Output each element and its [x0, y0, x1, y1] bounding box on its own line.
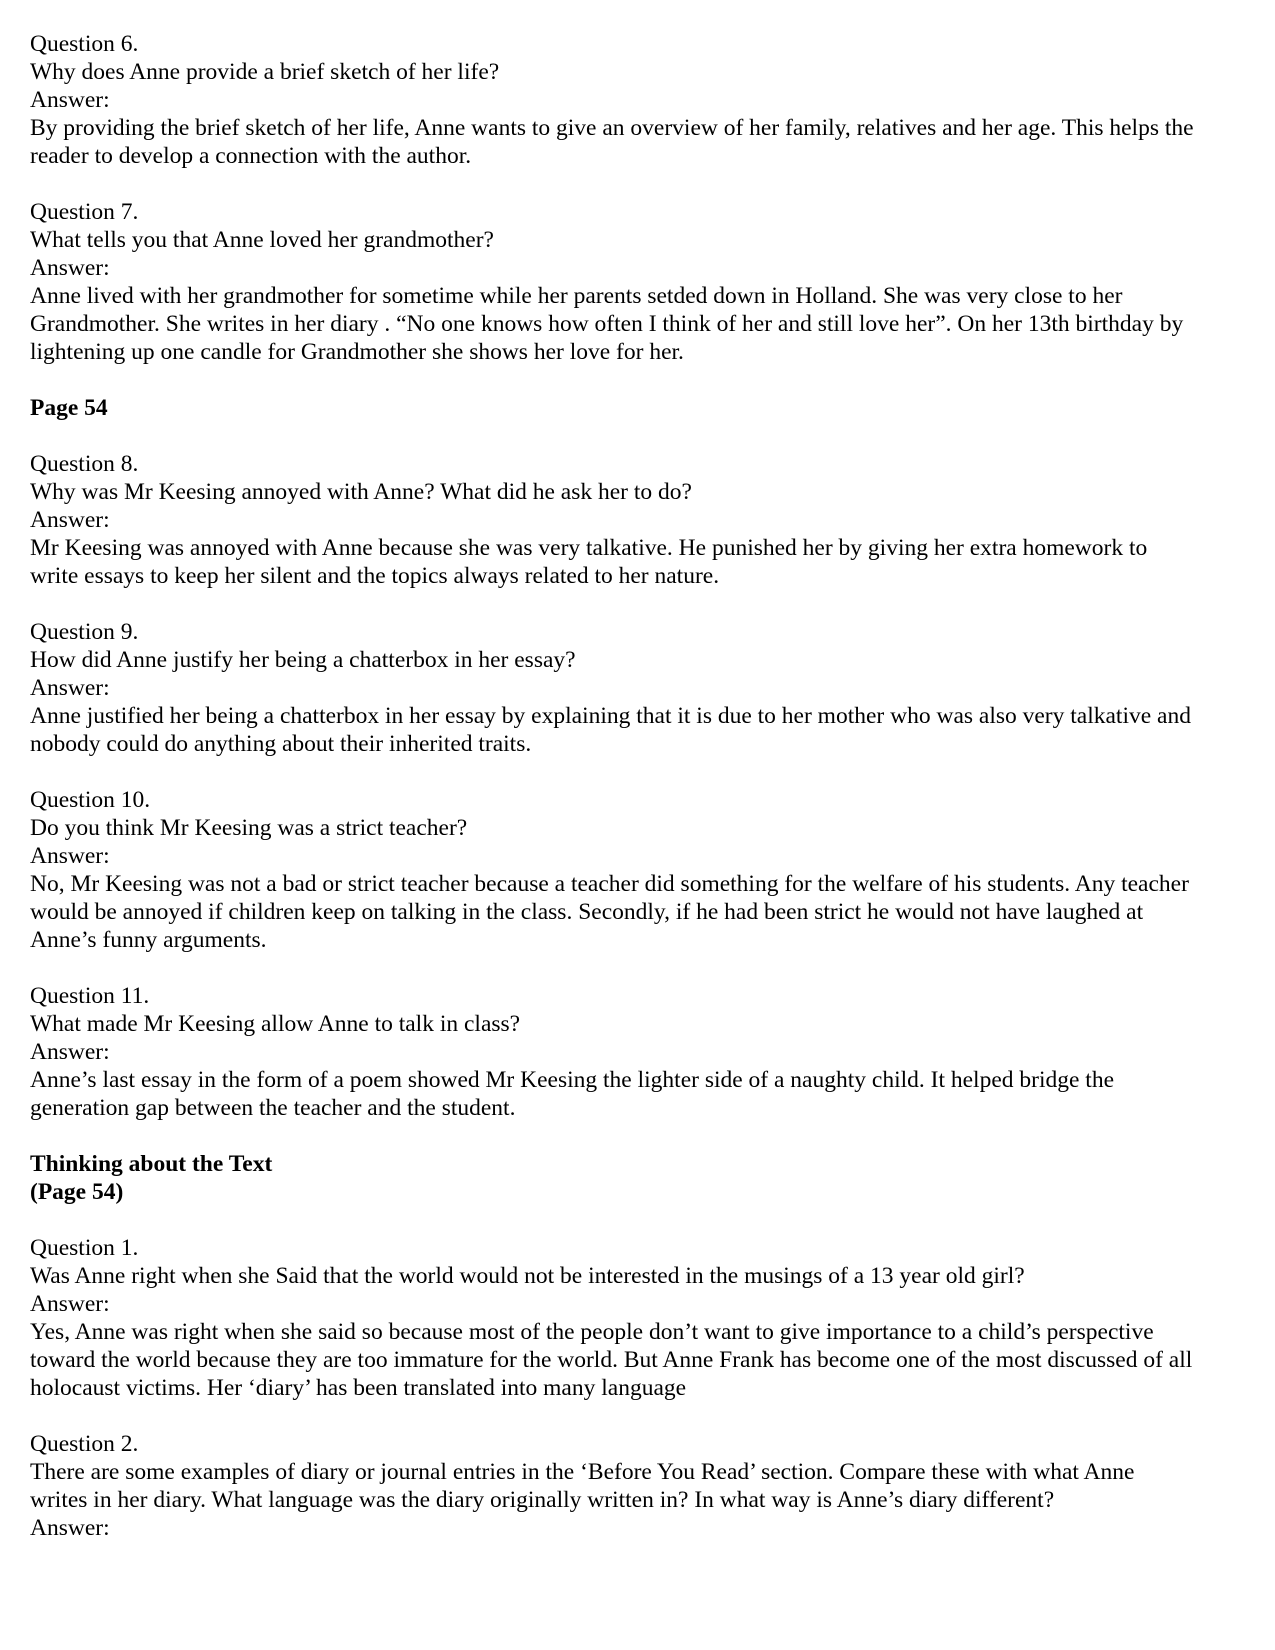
heading-line: Page 54 [30, 395, 108, 421]
question-text: What tells you that Anne loved her grandmother? [30, 227, 494, 253]
question-text: writes in her diary. What language was the diary originally written in? In what way is Anne’s diary different? [30, 1487, 1055, 1513]
qa-block-thinking-q1 [30, 1234, 1235, 1402]
answer-line: Anne lived with her grandmother for sometime while her parents setded down in Holland. She was very close to her [30, 283, 1123, 309]
answer-label: Answer: [30, 87, 110, 113]
question-text: Why was Mr Keesing annoyed with Anne? What did he ask her to do? [30, 479, 692, 505]
question-label: Question 7. [30, 199, 139, 225]
question-label: Question 11. [30, 983, 150, 1009]
answer-line: Anne’s funny arguments. [30, 927, 267, 953]
answer-label: Answer: [30, 843, 110, 869]
answer-line: lightening up one candle for Grandmother she shows her love for her. [30, 339, 684, 365]
answer-line: toward the world because they are too immature for the world. But Anne Frank has become one of the most discussed of all [30, 1347, 1193, 1373]
answer-line: write essays to keep her silent and the topics always related to her nature. [30, 563, 720, 589]
qa-block-q8 [30, 450, 1235, 590]
answer-line: would be annoyed if children keep on talking in the class. Secondly, if he had been strict he would not have laughed at [30, 899, 1144, 925]
heading-line: Thinking about the Text [30, 1151, 273, 1177]
qa-block-q7 [30, 198, 1235, 366]
answer-line: Anne’s last essay in the form of a poem showed Mr Keesing the lighter side of a naughty child. It helped bridge the [30, 1067, 1114, 1093]
answer-label: Answer: [30, 1515, 110, 1541]
question-label: Question 10. [30, 787, 151, 813]
answer-label: Answer: [30, 255, 110, 281]
qa-block-thinking-q2 [30, 1430, 1235, 1542]
answer-label: Answer: [30, 1039, 110, 1065]
question-label: Question 2. [30, 1431, 139, 1457]
qa-block-q6 [30, 30, 1235, 170]
answer-line: Anne justified her being a chatterbox in her essay by explaining that it is due to her mother who was also very talkative and [30, 703, 1191, 729]
question-text: Do you think Mr Keesing was a strict teacher? [30, 815, 468, 841]
question-label: Question 6. [30, 31, 139, 57]
answer-line: No, Mr Keesing was not a bad or strict teacher because a teacher did something for the welfare of his students. Any teacher [30, 871, 1189, 897]
heading-line: (Page 54) [30, 1179, 124, 1205]
question-label: Question 1. [30, 1235, 139, 1261]
qa-block-q11 [30, 982, 1235, 1122]
answer-line: Grandmother. She writes in her diary . “No one knows how often I think of her and still love her”. On her 13th birthday by [30, 311, 1184, 337]
answer-line: Mr Keesing was annoyed with Anne because she was very talkative. He punished her by giving her extra homework to [30, 535, 1148, 561]
section-heading-page-54 [30, 394, 1235, 422]
qa-block-q10 [30, 786, 1235, 954]
question-text: Why does Anne provide a brief sketch of her life? [30, 59, 500, 85]
answer-label: Answer: [30, 675, 110, 701]
question-label: Question 8. [30, 451, 139, 477]
question-text: Was Anne right when she Said that the world would not be interested in the musings of a 13 year old girl? [30, 1263, 1025, 1289]
answer-label: Answer: [30, 507, 110, 533]
qa-block-q9 [30, 618, 1235, 758]
question-text: How did Anne justify her being a chatterbox in her essay? [30, 647, 576, 673]
answer-label: Answer: [30, 1291, 110, 1317]
question-text: There are some examples of diary or journal entries in the ‘Before You Read’ section. Compare these with what Anne [30, 1459, 1135, 1485]
answer-line: holocaust victims. Her ‘diary’ has been translated into many language [30, 1375, 687, 1401]
answer-line: Yes, Anne was right when she said so because most of the people don’t want to give importance to a child’s perspective [30, 1319, 1154, 1345]
answer-line: reader to develop a connection with the author. [30, 143, 472, 169]
answer-line: generation gap between the teacher and the student. [30, 1095, 516, 1121]
answer-line: nobody could do anything about their inherited traits. [30, 731, 532, 757]
question-label: Question 9. [30, 619, 139, 645]
section-heading-thinking-about-the-text [30, 1150, 1235, 1206]
question-text: What made Mr Keesing allow Anne to talk in class? [30, 1011, 521, 1037]
answer-line: By providing the brief sketch of her life, Anne wants to give an overview of her family, relatives and her age. This helps the [30, 115, 1194, 141]
